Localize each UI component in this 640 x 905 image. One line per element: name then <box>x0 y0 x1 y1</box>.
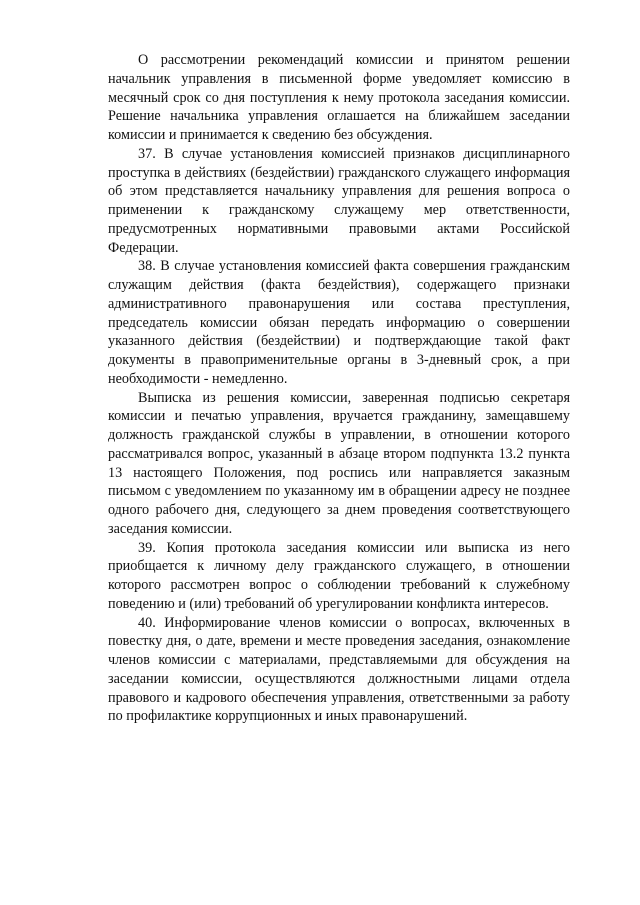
paragraph-40: 40. Информирование членов комиссии о вопросах, включенных в повестку дня, о дате, времени и месте проведения заседания, ознакомление членов комиссии с материалами, представляемыми для обсуждения на заседании комиссии, осуществляются должностными лицами отдела правового и кадрового обеспечения управления, ответственными за работу по профилактике коррупционных и иных правонарушений. <box>108 614 570 725</box>
paragraph-commission-decision-notice: О рассмотрении рекомендаций комиссии и принятом решении начальник управления в письменной форме уведомляет комиссию в месячный срок со дня поступления к нему протокола заседания комиссии. Решение начальника управления оглашается на ближайшем заседании комиссии и принимается к сведению без обсуждения. <box>108 52 570 143</box>
document-page <box>108 51 570 726</box>
paragraph-extract-delivery: Выписка из решения комиссии, заверенная подписью секретаря комиссии и печатью управления, вручается гражданину, замещавшему должность гражданской службы в управлении, в отношении которого рассматривался вопрос, указанный в абзаце втором подпункта 13.2 пункта 13 настоящего Положения, под роспись или направляется заказным письмом с уведомлением по указанному им в обращении адресу не позднее одного рабочего дня, следующего за днем проведения соответствующего заседания комиссии. <box>108 389 570 537</box>
paragraph-37: 37. В случае установления комиссией признаков дисциплинарного проступка в действиях (бездействии) гражданского служащего информация об этом представляется начальнику управления для решения вопроса о применении к гражданскому служащему мер ответственности, предусмотренных нормативными правовыми актами Российской Федерации. <box>108 145 570 256</box>
paragraph-38: 38. В случае установления комиссией факта совершения гражданским служащим действия (факта бездействия), содержащего признаки административного правонарушения или состава преступления, председатель комиссии обязан передать информацию о совершении указанного действия (бездействии) и подтверждающие такой факт документы в правоприменительные органы в 3-дневный срок, а при необходимости - немедленно. <box>108 258 570 387</box>
paragraph-39: 39. Копия протокола заседания комиссии или выписка из него приобщается к личному делу гражданского служащего, в отношении которого рассмотрен вопрос о соблюдении требований к служебному поведению и (или) требований об урегулировании конфликта интересов. <box>108 539 570 612</box>
